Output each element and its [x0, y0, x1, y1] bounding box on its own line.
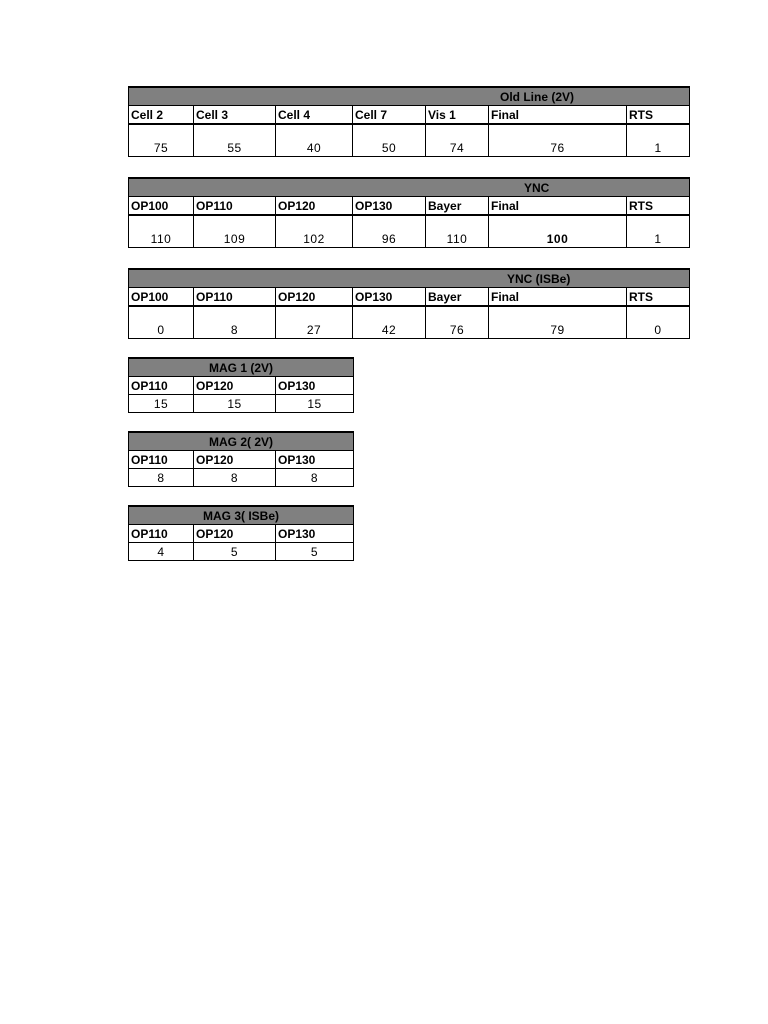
value-cell: 102 [276, 215, 353, 248]
column-header: Cell 3 [194, 106, 276, 125]
value-cell: 0 [129, 306, 194, 339]
value-cell: 5 [194, 543, 276, 561]
value-cell: 50 [353, 124, 426, 157]
column-header: OP120 [276, 288, 353, 307]
column-header: Final [489, 197, 627, 216]
column-header: Cell 4 [276, 106, 353, 125]
value-cell: 40 [276, 124, 353, 157]
ync-isbe-table [128, 268, 690, 339]
column-header: Bayer [426, 197, 489, 216]
value-cell: 1 [627, 215, 690, 248]
value-cell: 110 [426, 215, 489, 248]
column-header: RTS [627, 197, 690, 216]
value-cell: 1 [627, 124, 690, 157]
value-cell: 15 [129, 395, 194, 413]
table-title: MAG 2( 2V) [129, 432, 354, 451]
table-title: MAG 1 (2V) [129, 358, 354, 377]
ync-table [128, 177, 690, 248]
column-header: OP100 [129, 197, 194, 216]
column-header: OP110 [129, 377, 194, 395]
column-header: OP130 [276, 451, 354, 469]
value-cell: 76 [489, 124, 627, 157]
value-cell: 4 [129, 543, 194, 561]
column-header: OP130 [276, 525, 354, 543]
value-cell: 42 [353, 306, 426, 339]
column-header: OP110 [129, 451, 194, 469]
value-cell: 5 [276, 543, 354, 561]
column-header: OP130 [353, 197, 426, 216]
value-cell: 74 [426, 124, 489, 157]
mag2-table [128, 431, 354, 487]
column-header: Cell 7 [353, 106, 426, 125]
column-header: OP110 [194, 197, 276, 216]
value-cell: 15 [276, 395, 354, 413]
column-header: RTS [627, 106, 690, 125]
value-cell: 110 [129, 215, 194, 248]
value-cell: 27 [276, 306, 353, 339]
value-cell: 8 [129, 469, 194, 487]
column-header: Bayer [426, 288, 489, 307]
value-cell: 100 [489, 215, 627, 248]
column-header: OP130 [276, 377, 354, 395]
value-cell: 8 [194, 306, 276, 339]
value-cell: 15 [194, 395, 276, 413]
column-header: OP120 [194, 451, 276, 469]
mag3-table [128, 505, 354, 561]
value-cell: 55 [194, 124, 276, 157]
column-header: Final [489, 288, 627, 307]
table-title: YNC (ISBe) [129, 269, 690, 288]
table-title: YNC [129, 178, 690, 197]
table-title: MAG 3( ISBe) [129, 506, 354, 525]
mag1-table [128, 357, 354, 413]
value-cell: 0 [627, 306, 690, 339]
column-header: OP120 [276, 197, 353, 216]
column-header: OP100 [129, 288, 194, 307]
value-cell: 96 [353, 215, 426, 248]
value-cell: 109 [194, 215, 276, 248]
old-line-table [128, 86, 690, 157]
column-header: OP110 [194, 288, 276, 307]
column-header: OP120 [194, 377, 276, 395]
table-title: Old Line (2V) [129, 87, 690, 106]
column-header: OP130 [353, 288, 426, 307]
column-header: OP110 [129, 525, 194, 543]
value-cell: 79 [489, 306, 627, 339]
column-header: RTS [627, 288, 690, 307]
value-cell: 76 [426, 306, 489, 339]
column-header: Cell 2 [129, 106, 194, 125]
column-header: OP120 [194, 525, 276, 543]
value-cell: 75 [129, 124, 194, 157]
column-header: Vis 1 [426, 106, 489, 125]
column-header: Final [489, 106, 627, 125]
value-cell: 8 [194, 469, 276, 487]
value-cell: 8 [276, 469, 354, 487]
